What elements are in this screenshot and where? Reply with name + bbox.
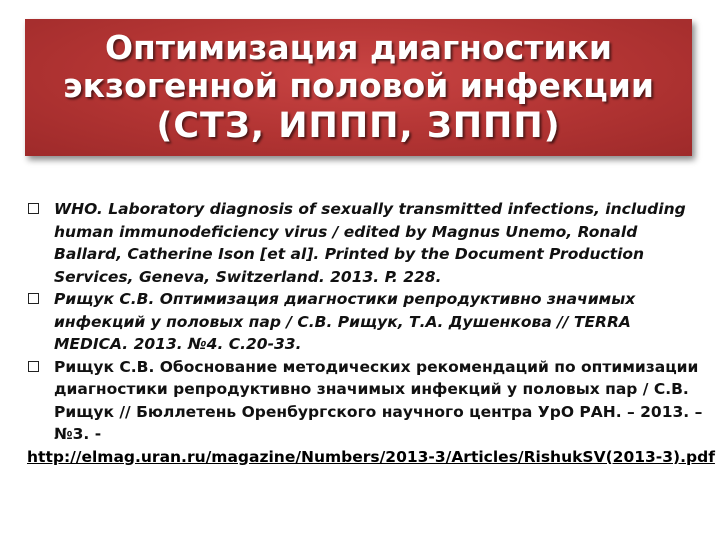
reference-item-3	[27, 356, 715, 469]
reference-text-1: WHO. Laboratory diagnosis of sexually transmitted infections, including human immunodeficiency virus / edited by Magnus Unemo, Ronald Ballard, Catherine Ison [et al]. Printed by the Document Production Services, Geneva, Switzerland. 2013. P. 228.	[54, 200, 686, 286]
slide-title-line-1: Оптимизация диагностики	[105, 28, 612, 67]
title-banner	[25, 19, 692, 156]
reference-list	[27, 198, 715, 468]
reference-text-3: Рищук С.В. Обоснование методических рекомендаций по оптимизации диагностики репродуктивно значимых инфекций у половых пар / С.В. Рищук // Бюллетень Оренбургского научного центра УрО РАН. – 2013. – №3. -	[54, 357, 703, 443]
checkbox-square-icon	[28, 361, 39, 372]
reference-link[interactable]: http://elmag.uran.ru/magazine/Numbers/2013-3/Articles/RishukSV(2013-3).pdf	[27, 447, 715, 466]
reference-item-2	[28, 288, 708, 356]
checkbox-square-icon	[28, 203, 39, 214]
slide-title-line-3: (СТЗ, ИППП, ЗППП)	[156, 106, 561, 146]
reference-text-2: Рищук С.В. Оптимизация диагностики репродуктивно значимых инфекций у половых пар / С.В. Рищук, Т.А. Душенкова // TERRA MEDICA. 2013. №4. С.20-33.	[54, 290, 636, 353]
slide-title-line-2: экзогенной половой инфекции	[63, 66, 654, 105]
reference-item-1	[28, 198, 708, 288]
checkbox-square-icon	[28, 293, 39, 304]
